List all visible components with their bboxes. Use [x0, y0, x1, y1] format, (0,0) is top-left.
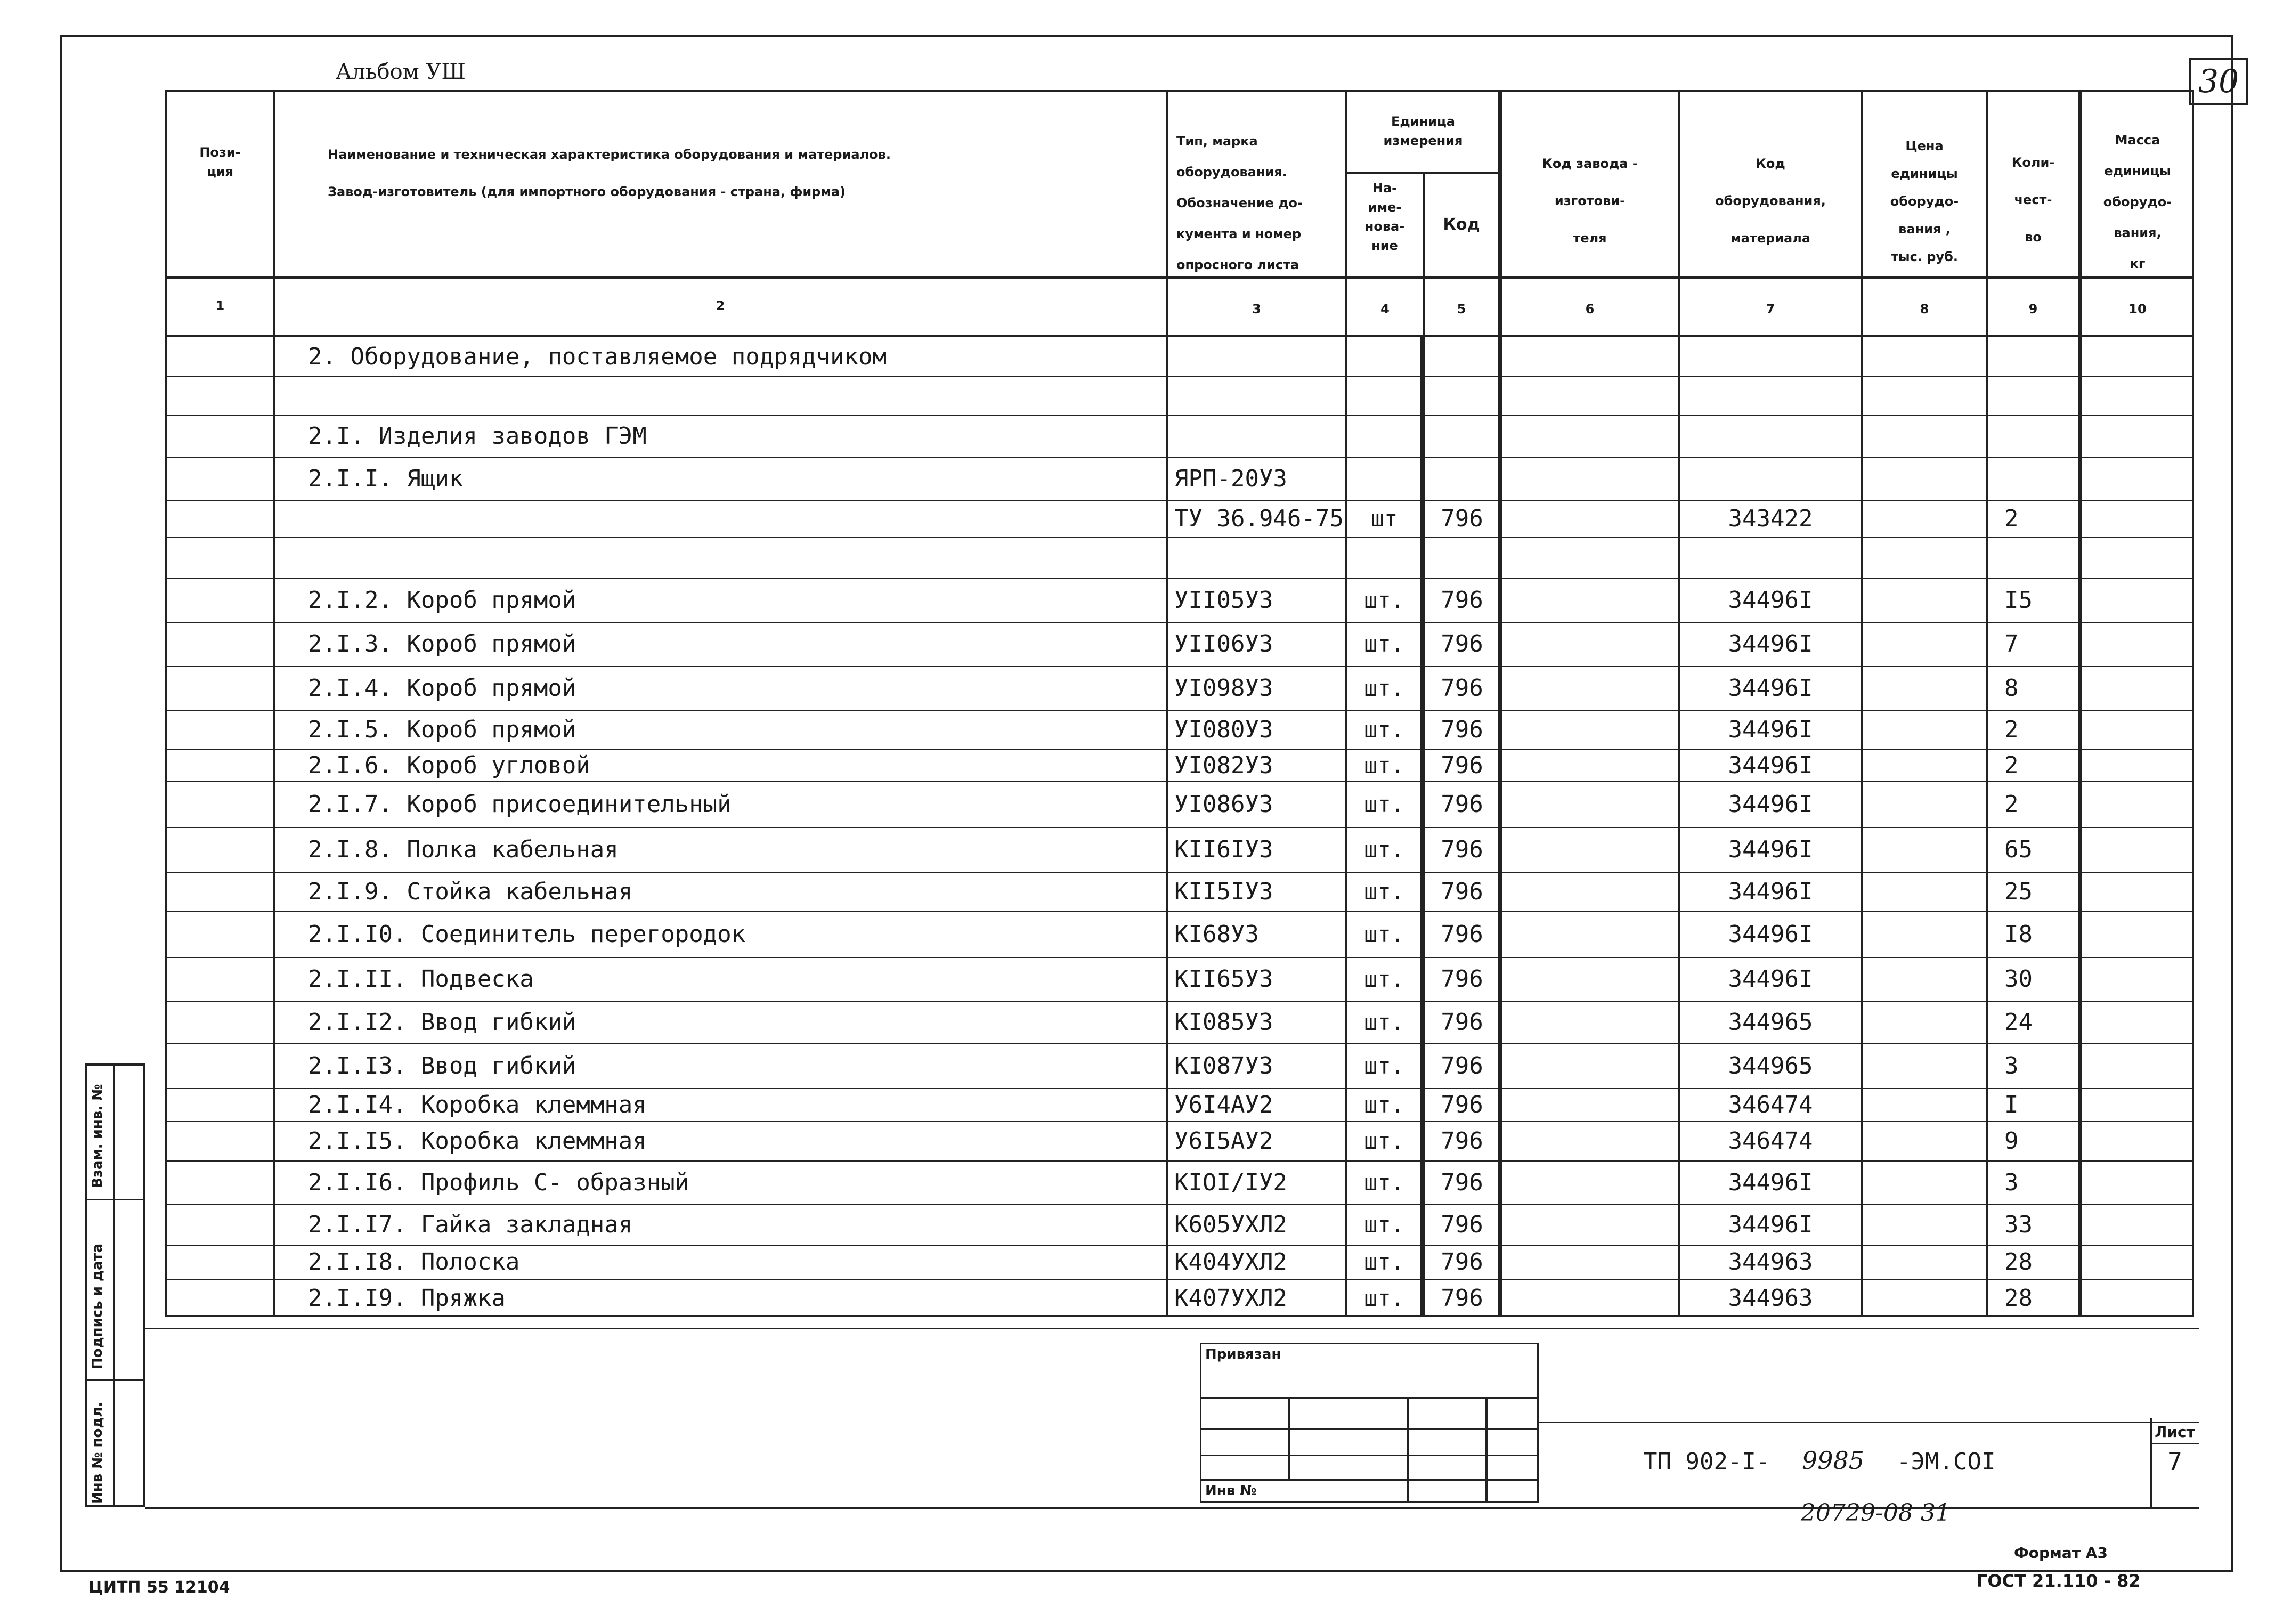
row-type: ТУ 36.946-75 [1174, 505, 1344, 532]
binding-label: Привязан [1205, 1346, 1281, 1362]
row-name: 2.I.6. Короб угловой [308, 751, 590, 779]
row-type: KI087У3 [1174, 1052, 1273, 1079]
row-unit: шт. [1364, 1285, 1404, 1311]
inv-label: Инв № [1205, 1483, 1257, 1499]
row-mat [1680, 457, 1861, 500]
hdr-text: Коли- [2011, 155, 2055, 170]
col-line [1345, 90, 1347, 1317]
binding-line [1200, 1455, 1539, 1456]
row-code: 796 [1441, 878, 1483, 905]
hdr-text: Завод-изготовитель (для импортного оборудования - страна, фирма) [328, 184, 846, 199]
hdr-text: кг [2130, 256, 2146, 271]
row-type: KII6IУ3 [1174, 835, 1273, 863]
hdr-price [1863, 132, 1986, 271]
row-qty: 8 [2004, 675, 2019, 702]
row-mat: 34496I [1728, 586, 1813, 614]
row-unit [1348, 337, 1420, 376]
hdr-text: вания , [1898, 222, 1951, 237]
hdr-name [277, 145, 1161, 201]
row-unit [1348, 457, 1420, 500]
binding-line [1288, 1397, 1290, 1479]
hdr-text: оборудования. [1176, 165, 1287, 180]
row-code: 796 [1441, 1248, 1483, 1276]
hdr-text: Код завода - [1542, 156, 1638, 171]
hdr-text: во [2025, 230, 2042, 245]
handwritten-note: 20729-08 31 [1801, 1499, 1951, 1526]
colnum-10: 10 [2128, 302, 2147, 316]
hdr-text: изготови- [1554, 193, 1626, 208]
doc-line [2150, 1443, 2199, 1444]
row-name: 2.I.I9. Пряжка [308, 1284, 506, 1312]
row-mat: 34496I [1728, 630, 1813, 657]
row-mat: 34496I [1728, 751, 1813, 779]
colnum-9: 9 [2028, 302, 2038, 316]
row-code [1426, 376, 1498, 415]
row-name: 2.I.4. Короб прямой [308, 675, 576, 702]
row-qty [1989, 415, 2078, 457]
col-line [1986, 90, 1988, 1317]
hdr-text: единицы [2104, 164, 2171, 178]
row-type: УI098У3 [1174, 675, 1273, 702]
binding-block [1200, 1343, 1539, 1503]
row-qty: 65 [2004, 835, 2033, 863]
row-name [276, 537, 1166, 578]
row-type: KII65У3 [1174, 965, 1273, 993]
row-mat: 34496I [1728, 920, 1813, 948]
hdr-unit [1348, 112, 1498, 150]
row-name: 2.I. Изделия заводов ГЭМ [308, 422, 647, 450]
hdr-text: измерения [1383, 133, 1463, 148]
row-code: 796 [1441, 920, 1483, 948]
row-qty: 2 [2004, 751, 2019, 779]
row-qty: 2 [2004, 790, 2019, 818]
binding-line [1200, 1479, 1539, 1481]
row-name: 2.I.I6. Профиль С- образный [308, 1168, 689, 1196]
row-mat: 34496I [1728, 835, 1813, 863]
doc-line [1539, 1422, 2199, 1423]
album-title: Альбом УШ [336, 60, 466, 84]
row-name: 2.I.I5. Коробка клеммная [308, 1127, 647, 1155]
row-name: 2.I.II. Подвеска [308, 965, 534, 993]
row-type: УI086У3 [1174, 790, 1273, 818]
row-name: 2.I.7. Короб присоединительный [308, 790, 732, 818]
hdr-text: Тип, марка [1176, 134, 1258, 149]
row-type [1169, 415, 1345, 457]
row-unit: шт. [1364, 921, 1404, 947]
binding-line [1200, 1397, 1539, 1399]
row-unit: шт. [1364, 752, 1404, 778]
row-type [1169, 376, 1345, 415]
row-code: 796 [1441, 1168, 1483, 1196]
hdr-text: оборудо- [2103, 194, 2172, 209]
hdr-mass [2081, 125, 2194, 279]
row-qty: I5 [2004, 586, 2033, 614]
row-unit: шт. [1364, 791, 1404, 817]
row-mat [1680, 415, 1861, 457]
hdr-text: кумента и номер [1176, 226, 1302, 241]
row-qty: 30 [2004, 965, 2033, 993]
sheet-number: 7 [2167, 1447, 2182, 1476]
row-code: 796 [1441, 1008, 1483, 1036]
row-type: У6I5АУ2 [1174, 1127, 1273, 1155]
row-code [1426, 537, 1498, 578]
col-line [1166, 90, 1168, 1317]
row-type: KI085У3 [1174, 1008, 1273, 1036]
row-type: УI080У3 [1174, 716, 1273, 743]
row-mat: 344963 [1728, 1248, 1813, 1276]
row-type: K407УХЛ2 [1174, 1284, 1287, 1312]
row-unit [1348, 415, 1420, 457]
hdr-text: Пози- [199, 145, 241, 160]
hdr-unit-code: Код [1443, 215, 1480, 234]
row-name: 2.I.I. Ящик [308, 465, 464, 492]
colnum-1: 1 [215, 298, 225, 313]
row-mat: 34496I [1728, 965, 1813, 993]
row-mat: 34496I [1728, 878, 1813, 905]
row-unit: шт. [1364, 836, 1404, 863]
row-type [1169, 337, 1345, 376]
row-type: KI68У3 [1174, 920, 1259, 948]
binding-line [1407, 1397, 1409, 1503]
row-name: 2.I.3. Короб прямой [308, 630, 576, 657]
row-code [1426, 415, 1498, 457]
row-qty: 2 [2004, 505, 2019, 532]
row-type: KII5IУ3 [1174, 878, 1273, 905]
row-mat: 34496I [1728, 1168, 1813, 1196]
row-qty: 33 [2004, 1211, 2033, 1238]
row-mat: 344965 [1728, 1052, 1813, 1079]
hdr-text: оборудования, [1715, 193, 1826, 208]
row-mat: 343422 [1728, 505, 1813, 532]
row-type: УI082У3 [1174, 751, 1273, 779]
hdr-text: вания, [2114, 225, 2162, 240]
row-code [1426, 457, 1498, 500]
row-name: 2.I.I3. Ввод гибкий [308, 1052, 576, 1079]
row-name [276, 376, 1166, 415]
row-unit: шт. [1364, 1248, 1404, 1275]
row-mat: 34496I [1728, 1211, 1813, 1238]
row-type: KIOI/IУ2 [1174, 1168, 1287, 1196]
strip-line [113, 1063, 115, 1507]
row-unit: шт. [1364, 1009, 1404, 1035]
row-qty: 9 [2004, 1127, 2019, 1155]
side-label-replaced-inv: Взам. инв. № [90, 1084, 105, 1188]
row-unit: шт [1370, 505, 1398, 532]
hdr-type [1170, 126, 1344, 280]
row-unit [1348, 376, 1420, 415]
col-line-bold [1498, 90, 1502, 1317]
row-mat: 34496I [1728, 716, 1813, 743]
row-code: 796 [1441, 965, 1483, 993]
col-line [1861, 90, 1863, 1317]
gost-label: ГОСТ 21.110 - 82 [1977, 1571, 2141, 1591]
page-number-box [2189, 58, 2248, 105]
row-type: УII05У3 [1174, 586, 1273, 614]
colnum-3: 3 [1252, 302, 1261, 316]
row-name: 2. Оборудование, поставляемое подрядчиком [308, 343, 887, 370]
hdr-text: чест- [2014, 192, 2052, 207]
row-mat [1680, 376, 1861, 415]
row-code: 796 [1441, 586, 1483, 614]
row-code [1426, 337, 1498, 376]
row-code: 796 [1441, 1127, 1483, 1155]
hdr-text: ние [1371, 238, 1398, 253]
hdr-text: име- [1368, 200, 1402, 215]
row-code: 796 [1441, 505, 1483, 532]
row-mat: 346474 [1728, 1091, 1813, 1118]
row-code: 796 [1441, 1091, 1483, 1118]
col-line [273, 90, 275, 1317]
row-name: 2.I.2. Короб прямой [308, 586, 576, 614]
colnum-5: 5 [1457, 302, 1466, 316]
row-mat: 34496I [1728, 790, 1813, 818]
row-code: 796 [1441, 751, 1483, 779]
row-mat: 346474 [1728, 1127, 1813, 1155]
doc-hand-number: 9985 [1802, 1446, 1865, 1475]
row-type: ЯРП-20У3 [1174, 465, 1287, 492]
hdr-factory-code [1501, 145, 1678, 257]
page-number: 30 [2198, 63, 2239, 100]
row-mat [1680, 537, 1861, 578]
row-code: 796 [1441, 1052, 1483, 1079]
row-unit: шт. [1364, 675, 1404, 701]
hdr-text: Цена [1905, 139, 1944, 153]
row-qty: 28 [2004, 1284, 2033, 1312]
hdr-text: Наименование и техническая характеристика оборудования и материалов. [328, 147, 891, 162]
row-code: 796 [1441, 790, 1483, 818]
format-label: Формат А3 [2014, 1544, 2108, 1562]
row-unit: шт. [1364, 878, 1404, 905]
sheet-label: Лист [2155, 1423, 2195, 1441]
colnum-8: 8 [1920, 302, 1929, 316]
row-name: 2.I.8. Полка кабельная [308, 835, 619, 863]
row-name: 2.I.I0. Соединитель перегородок [308, 920, 746, 948]
footer-left: ЦИТП 55 12104 [88, 1578, 230, 1597]
hdr-text: Единица [1391, 114, 1455, 129]
hdr-text: теля [1573, 231, 1607, 246]
row-unit: шт. [1364, 965, 1404, 992]
row-qty [1989, 537, 2078, 578]
row-qty [1989, 376, 2078, 415]
row-code: 796 [1441, 1211, 1483, 1238]
hdr-text: оборудо- [1890, 194, 1959, 209]
hdr-text: Обозначение до- [1176, 196, 1303, 210]
hdr-material-code [1680, 145, 1861, 257]
row-type: У6I4АУ2 [1174, 1091, 1273, 1118]
strip-line [85, 1199, 145, 1200]
row-unit: шт. [1364, 1169, 1404, 1196]
row-unit: шт. [1364, 1052, 1404, 1079]
doc-suffix: -ЭМ.СОI [1897, 1448, 1996, 1475]
binding-line [1485, 1397, 1488, 1503]
row-qty: 3 [2004, 1168, 2019, 1196]
colnum-4: 4 [1380, 302, 1390, 316]
side-label-original-inv: Инв № подл. [90, 1401, 105, 1504]
row-mat: 34496I [1728, 675, 1813, 702]
stamp-top-line [145, 1328, 2199, 1329]
row-qty: 28 [2004, 1248, 2033, 1276]
hdr-text: опросного листа [1176, 257, 1299, 272]
row-mat: 344963 [1728, 1284, 1813, 1312]
row-mat [1680, 337, 1861, 376]
row-qty: 3 [2004, 1052, 2019, 1079]
row-code: 796 [1441, 716, 1483, 743]
hdr-text: нова- [1364, 219, 1405, 234]
hdr-text: ция [206, 164, 233, 179]
row-name: 2.I.I8. Полоска [308, 1248, 520, 1276]
row-code: 796 [1441, 1284, 1483, 1312]
row-name: 2.I.I7. Гайка закладная [308, 1211, 633, 1238]
hdr-text: Код [1756, 156, 1785, 171]
row-qty [1989, 337, 2078, 376]
row-unit: шт. [1364, 587, 1404, 613]
hdr-text: материала [1731, 231, 1810, 246]
row-name: 2.I.I2. Ввод гибкий [308, 1008, 576, 1036]
row-qty: I [2004, 1091, 2019, 1118]
row-code: 796 [1441, 675, 1483, 702]
row-unit: шт. [1364, 1091, 1404, 1118]
row-type [1169, 537, 1345, 578]
row-type: K404УХЛ2 [1174, 1248, 1287, 1276]
hdr-unit-name [1347, 178, 1423, 255]
row-code: 796 [1441, 630, 1483, 657]
row-qty: I8 [2004, 920, 2033, 948]
row-qty: 7 [2004, 630, 2019, 657]
row-unit [1348, 537, 1420, 578]
doc-prefix: ТП 902-I- [1643, 1448, 1770, 1475]
row-unit: шт. [1364, 1127, 1404, 1154]
row-name [276, 500, 1166, 537]
row-qty: 2 [2004, 716, 2019, 743]
row-unit: шт. [1364, 717, 1404, 743]
binding-line [1200, 1428, 1539, 1430]
row-qty [1989, 457, 2078, 500]
row-qty: 25 [2004, 878, 2033, 905]
hdr-qty [1988, 144, 2078, 256]
hdr-text: Масса [2115, 133, 2160, 148]
row-type: K605УХЛ2 [1174, 1211, 1287, 1238]
side-label-signature: Подпись и дата [90, 1243, 105, 1369]
strip-line [85, 1379, 145, 1381]
row-type: УII06У3 [1174, 630, 1273, 657]
row-unit: шт. [1364, 631, 1404, 657]
colnum-2: 2 [716, 298, 725, 313]
row-mat: 344965 [1728, 1008, 1813, 1036]
hdr-text: единицы [1891, 166, 1958, 181]
row-name: 2.I.5. Короб прямой [308, 716, 576, 743]
row-code: 796 [1441, 835, 1483, 863]
row-name: 2.I.9. Стойка кабельная [308, 878, 633, 905]
row-name: 2.I.I4. Коробка клеммная [308, 1091, 647, 1118]
colnum-7: 7 [1766, 302, 1775, 316]
hdr-text: На- [1372, 181, 1398, 196]
hdr-text: тыс. руб. [1890, 249, 1958, 264]
hdr-position [167, 143, 273, 181]
row-unit: шт. [1364, 1211, 1404, 1238]
colnum-6: 6 [1585, 302, 1595, 316]
row-qty: 24 [2004, 1008, 2033, 1036]
